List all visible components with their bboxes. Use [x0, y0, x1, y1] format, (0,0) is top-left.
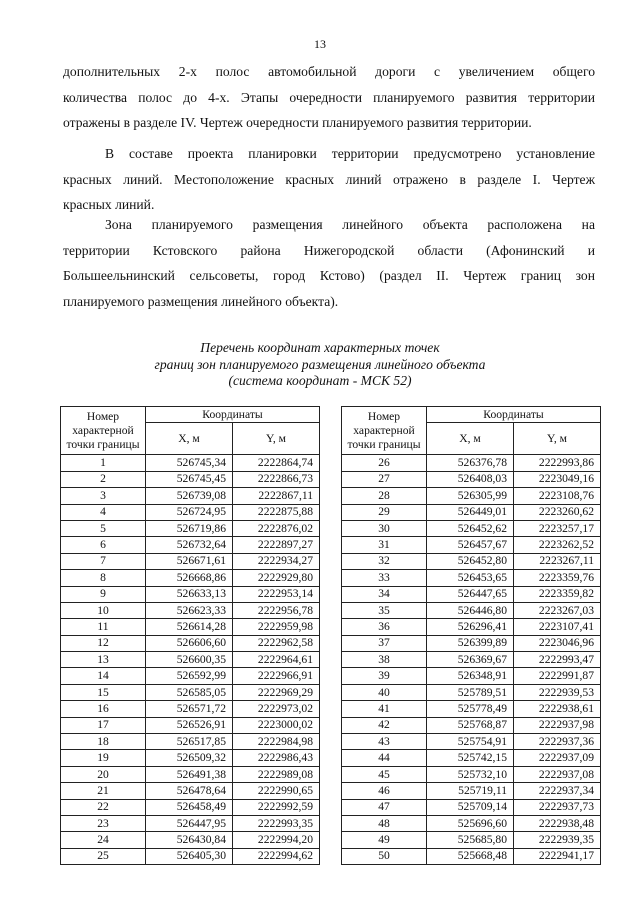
y-coordinate-cell: 2222866,73 — [233, 471, 320, 487]
y-coordinate-cell: 2222966,91 — [233, 668, 320, 684]
y-coordinate-cell: 2222990,65 — [233, 783, 320, 799]
x-coordinate-cell: 526745,45 — [146, 471, 233, 487]
paragraph-line: отражены в разделе IV. Чертеж очередности планируемого развития территории. — [63, 115, 532, 130]
point-number-cell: 16 — [61, 701, 146, 717]
table-row — [342, 717, 601, 733]
x-coordinate-cell: 526399,89 — [427, 635, 514, 651]
x-coordinate-cell: 526606,60 — [146, 635, 233, 651]
paragraph-line: Большеельнинский сельсоветы, город Кстово) (раздел II. Чертеж границ зон — [63, 268, 595, 283]
y-coordinate-cell: 2222969,29 — [233, 684, 320, 700]
table-row — [61, 520, 320, 536]
y-coordinate-cell: 2223046,96 — [514, 635, 601, 651]
y-coordinate-cell: 2222992,59 — [233, 799, 320, 815]
x-coordinate-cell: 525778,49 — [427, 701, 514, 717]
point-number-cell: 31 — [342, 537, 427, 553]
point-number-cell: 29 — [342, 504, 427, 520]
table-row — [61, 602, 320, 618]
table-row — [342, 537, 601, 553]
point-number-cell: 12 — [61, 635, 146, 651]
x-coordinate-cell: 526526,91 — [146, 717, 233, 733]
x-coordinate-cell: 526585,05 — [146, 684, 233, 700]
y-coordinate-cell: 2222956,78 — [233, 602, 320, 618]
table-row — [342, 701, 601, 717]
table-row — [342, 815, 601, 831]
x-coordinate-cell: 525732,10 — [427, 766, 514, 782]
point-number-cell: 11 — [61, 619, 146, 635]
x-coordinate-cell: 526447,95 — [146, 815, 233, 831]
point-number-cell: 15 — [61, 684, 146, 700]
point-number-cell: 17 — [61, 717, 146, 733]
table-row — [342, 570, 601, 586]
x-coordinate-cell: 526348,91 — [427, 668, 514, 684]
x-coordinate-cell: 526405,30 — [146, 848, 233, 864]
table-row — [342, 471, 601, 487]
y-coordinate-cell: 2223267,11 — [514, 553, 601, 569]
table-row — [61, 619, 320, 635]
point-number-cell: 19 — [61, 750, 146, 766]
point-number-cell: 48 — [342, 815, 427, 831]
table-row — [61, 553, 320, 569]
point-number-cell: 42 — [342, 717, 427, 733]
point-number-cell: 10 — [61, 602, 146, 618]
table-row — [342, 848, 601, 864]
x-coordinate-cell: 525668,48 — [427, 848, 514, 864]
point-number-cell: 21 — [61, 783, 146, 799]
header-point-number-line: Номер — [367, 409, 401, 423]
table-row — [61, 734, 320, 750]
caption-line: Перечень координат характерных точек — [200, 340, 440, 355]
point-number-cell: 22 — [61, 799, 146, 815]
y-coordinate-cell: 2222959,98 — [233, 619, 320, 635]
y-coordinate-cell: 2222938,48 — [514, 815, 601, 831]
table-row — [342, 586, 601, 602]
y-coordinate-cell: 2222876,02 — [233, 520, 320, 536]
point-number-cell: 6 — [61, 537, 146, 553]
point-number-cell: 13 — [61, 652, 146, 668]
x-coordinate-cell: 526724,95 — [146, 504, 233, 520]
x-coordinate-cell: 526458,49 — [146, 799, 233, 815]
x-coordinate-cell: 526517,85 — [146, 734, 233, 750]
page-number: 13 — [314, 37, 326, 51]
y-coordinate-cell: 2222937,34 — [514, 783, 601, 799]
y-coordinate-cell: 2222937,36 — [514, 734, 601, 750]
point-number-cell: 43 — [342, 734, 427, 750]
table-row — [61, 701, 320, 717]
table-caption — [0, 340, 640, 390]
coordinates-table-left — [60, 406, 320, 865]
table-row — [61, 668, 320, 684]
point-number-cell: 8 — [61, 570, 146, 586]
point-number-cell: 35 — [342, 602, 427, 618]
point-number-cell: 37 — [342, 635, 427, 651]
table-row — [342, 635, 601, 651]
point-number-cell: 5 — [61, 520, 146, 536]
table-row — [61, 717, 320, 733]
header-coordinates: Координаты — [427, 407, 601, 423]
header-point-number — [342, 407, 427, 455]
x-coordinate-cell: 526446,80 — [427, 602, 514, 618]
table-row — [342, 766, 601, 782]
x-coordinate-cell: 526668,86 — [146, 570, 233, 586]
point-number-cell: 3 — [61, 488, 146, 504]
paragraph-line: красных линий. — [63, 197, 155, 212]
table-row — [342, 832, 601, 848]
y-coordinate-cell: 2223000,02 — [233, 717, 320, 733]
paragraph-line: В составе проекта планировки территории предусмотрено установление — [105, 146, 595, 161]
point-number-cell: 26 — [342, 455, 427, 471]
header-x: X, м — [427, 423, 514, 455]
y-coordinate-cell: 2222991,87 — [514, 668, 601, 684]
table-row — [342, 455, 601, 471]
point-number-cell: 50 — [342, 848, 427, 864]
x-coordinate-cell: 526571,72 — [146, 701, 233, 717]
paragraph-road-lanes — [63, 59, 595, 136]
table-row — [342, 652, 601, 668]
header-point-number-line: точки границы — [66, 437, 140, 451]
x-coordinate-cell: 526745,34 — [146, 455, 233, 471]
x-coordinate-cell: 526633,13 — [146, 586, 233, 602]
table-row — [61, 832, 320, 848]
table-row — [61, 537, 320, 553]
table-row — [61, 504, 320, 520]
x-coordinate-cell: 525685,80 — [427, 832, 514, 848]
x-coordinate-cell: 525696,60 — [427, 815, 514, 831]
paragraph-line: дополнительных 2-х полос автомобильной дороги с увеличением общего — [63, 64, 595, 79]
table-row — [61, 488, 320, 504]
point-number-cell: 14 — [61, 668, 146, 684]
header-point-number-line: характерной — [72, 423, 134, 437]
point-number-cell: 4 — [61, 504, 146, 520]
table-row — [342, 668, 601, 684]
x-coordinate-cell: 526369,67 — [427, 652, 514, 668]
point-number-cell: 2 — [61, 471, 146, 487]
point-number-cell: 34 — [342, 586, 427, 602]
y-coordinate-cell: 2222867,11 — [233, 488, 320, 504]
point-number-cell: 41 — [342, 701, 427, 717]
table-row — [61, 586, 320, 602]
x-coordinate-cell: 525768,87 — [427, 717, 514, 733]
point-number-cell: 38 — [342, 652, 427, 668]
point-number-cell: 1 — [61, 455, 146, 471]
header-point-number — [61, 407, 146, 455]
x-coordinate-cell: 526491,38 — [146, 766, 233, 782]
point-number-cell: 49 — [342, 832, 427, 848]
y-coordinate-cell: 2223260,62 — [514, 504, 601, 520]
y-coordinate-cell: 2222937,98 — [514, 717, 601, 733]
table-row — [61, 815, 320, 831]
header-point-number-line: Номер — [86, 409, 120, 423]
point-number-cell: 30 — [342, 520, 427, 536]
x-coordinate-cell: 526457,67 — [427, 537, 514, 553]
point-number-cell: 27 — [342, 471, 427, 487]
x-coordinate-cell: 526592,99 — [146, 668, 233, 684]
point-number-cell: 44 — [342, 750, 427, 766]
table-row — [342, 750, 601, 766]
header-point-number-line: характерной — [353, 423, 415, 437]
y-coordinate-cell: 2222897,27 — [233, 537, 320, 553]
x-coordinate-cell: 526739,08 — [146, 488, 233, 504]
point-number-cell: 25 — [61, 848, 146, 864]
paragraph-line: планируемого размещения линейного объекта). — [63, 293, 339, 309]
x-coordinate-cell: 525709,14 — [427, 799, 514, 815]
x-coordinate-cell: 526509,32 — [146, 750, 233, 766]
y-coordinate-cell: 2223108,76 — [514, 488, 601, 504]
point-number-cell: 18 — [61, 734, 146, 750]
table-row — [342, 602, 601, 618]
y-coordinate-cell: 2222973,02 — [233, 701, 320, 717]
y-coordinate-cell: 2223267,03 — [514, 602, 601, 618]
y-coordinate-cell: 2222994,20 — [233, 832, 320, 848]
y-coordinate-cell: 2222953,14 — [233, 586, 320, 602]
table-row — [342, 504, 601, 520]
y-coordinate-cell: 2222938,61 — [514, 701, 601, 717]
y-coordinate-cell: 2223359,82 — [514, 586, 601, 602]
x-coordinate-cell: 526296,41 — [427, 619, 514, 635]
header-coordinates: Координаты — [146, 407, 320, 423]
table-row — [61, 766, 320, 782]
x-coordinate-cell: 526447,65 — [427, 586, 514, 602]
table-row — [342, 553, 601, 569]
point-number-cell: 9 — [61, 586, 146, 602]
y-coordinate-cell: 2222984,98 — [233, 734, 320, 750]
x-coordinate-cell: 526452,80 — [427, 553, 514, 569]
x-coordinate-cell: 526478,64 — [146, 783, 233, 799]
table-row — [342, 799, 601, 815]
table-row — [61, 799, 320, 815]
point-number-cell: 7 — [61, 553, 146, 569]
x-coordinate-cell: 526600,35 — [146, 652, 233, 668]
point-number-cell: 36 — [342, 619, 427, 635]
y-coordinate-cell: 2223257,17 — [514, 520, 601, 536]
table-row — [61, 750, 320, 766]
coordinates-table-right — [341, 406, 601, 865]
paragraph-line: количества полос до 4-х. Этапы очередности планируемого развития территории — [63, 89, 595, 105]
point-number-cell: 40 — [342, 684, 427, 700]
x-coordinate-cell: 526449,01 — [427, 504, 514, 520]
point-number-cell: 28 — [342, 488, 427, 504]
x-coordinate-cell: 526623,33 — [146, 602, 233, 618]
table-row — [342, 734, 601, 750]
y-coordinate-cell: 2222937,73 — [514, 799, 601, 815]
y-coordinate-cell: 2223107,41 — [514, 619, 601, 635]
paragraph-zone-location — [63, 212, 595, 314]
y-coordinate-cell: 2223359,76 — [514, 570, 601, 586]
point-number-cell: 20 — [61, 766, 146, 782]
table-row — [61, 684, 320, 700]
y-coordinate-cell: 2222937,09 — [514, 750, 601, 766]
x-coordinate-cell: 526453,65 — [427, 570, 514, 586]
header-y: Y, м — [233, 423, 320, 455]
paragraph-line: Зона планируемого размещения линейного объекта расположена на — [105, 217, 595, 232]
table-row — [342, 488, 601, 504]
x-coordinate-cell: 526305,99 — [427, 488, 514, 504]
y-coordinate-cell: 2222941,17 — [514, 848, 601, 864]
x-coordinate-cell: 525754,91 — [427, 734, 514, 750]
y-coordinate-cell: 2222993,35 — [233, 815, 320, 831]
y-coordinate-cell: 2222937,08 — [514, 766, 601, 782]
point-number-cell: 33 — [342, 570, 427, 586]
y-coordinate-cell: 2222934,27 — [233, 553, 320, 569]
x-coordinate-cell: 525719,11 — [427, 783, 514, 799]
x-coordinate-cell: 526614,28 — [146, 619, 233, 635]
table-row — [61, 848, 320, 864]
y-coordinate-cell: 2222993,86 — [514, 455, 601, 471]
caption-line: границ зон планируемого размещения линейного объекта — [154, 356, 486, 372]
table-row — [61, 652, 320, 668]
caption-line: (система координат - МСК 52) — [228, 373, 412, 388]
y-coordinate-cell: 2222875,88 — [233, 504, 320, 520]
x-coordinate-cell: 526671,61 — [146, 553, 233, 569]
header-y: Y, м — [514, 423, 601, 455]
table-row — [61, 455, 320, 471]
y-coordinate-cell: 2222986,43 — [233, 750, 320, 766]
x-coordinate-cell: 525742,15 — [427, 750, 514, 766]
y-coordinate-cell: 2222864,74 — [233, 455, 320, 471]
y-coordinate-cell: 2222962,58 — [233, 635, 320, 651]
table-row — [342, 619, 601, 635]
y-coordinate-cell: 2223262,52 — [514, 537, 601, 553]
y-coordinate-cell: 2223049,16 — [514, 471, 601, 487]
table-row — [342, 783, 601, 799]
table-row — [61, 570, 320, 586]
y-coordinate-cell: 2222994,62 — [233, 848, 320, 864]
x-coordinate-cell: 526408,03 — [427, 471, 514, 487]
y-coordinate-cell: 2222993,47 — [514, 652, 601, 668]
point-number-cell: 23 — [61, 815, 146, 831]
paragraph-line: территории Кстовского района Нижегородской области (Афонинский и — [63, 242, 595, 258]
table-row — [342, 520, 601, 536]
x-coordinate-cell: 526719,86 — [146, 520, 233, 536]
x-coordinate-cell: 526732,64 — [146, 537, 233, 553]
y-coordinate-cell: 2222989,08 — [233, 766, 320, 782]
header-x: X, м — [146, 423, 233, 455]
paragraph-red-lines — [63, 141, 595, 218]
point-number-cell: 47 — [342, 799, 427, 815]
y-coordinate-cell: 2222939,53 — [514, 684, 601, 700]
y-coordinate-cell: 2222939,35 — [514, 832, 601, 848]
x-coordinate-cell: 526376,78 — [427, 455, 514, 471]
x-coordinate-cell: 526452,62 — [427, 520, 514, 536]
point-number-cell: 39 — [342, 668, 427, 684]
point-number-cell: 45 — [342, 766, 427, 782]
x-coordinate-cell: 526430,84 — [146, 832, 233, 848]
table-row — [61, 471, 320, 487]
y-coordinate-cell: 2222964,61 — [233, 652, 320, 668]
point-number-cell: 24 — [61, 832, 146, 848]
table-row — [342, 684, 601, 700]
table-row — [61, 635, 320, 651]
point-number-cell: 32 — [342, 553, 427, 569]
x-coordinate-cell: 525789,51 — [427, 684, 514, 700]
point-number-cell: 46 — [342, 783, 427, 799]
table-row — [61, 783, 320, 799]
y-coordinate-cell: 2222929,80 — [233, 570, 320, 586]
paragraph-line: красных линий. Местоположение красных линий отражено в разделе I. Чертеж — [63, 171, 595, 187]
header-point-number-line: точки границы — [347, 437, 421, 451]
